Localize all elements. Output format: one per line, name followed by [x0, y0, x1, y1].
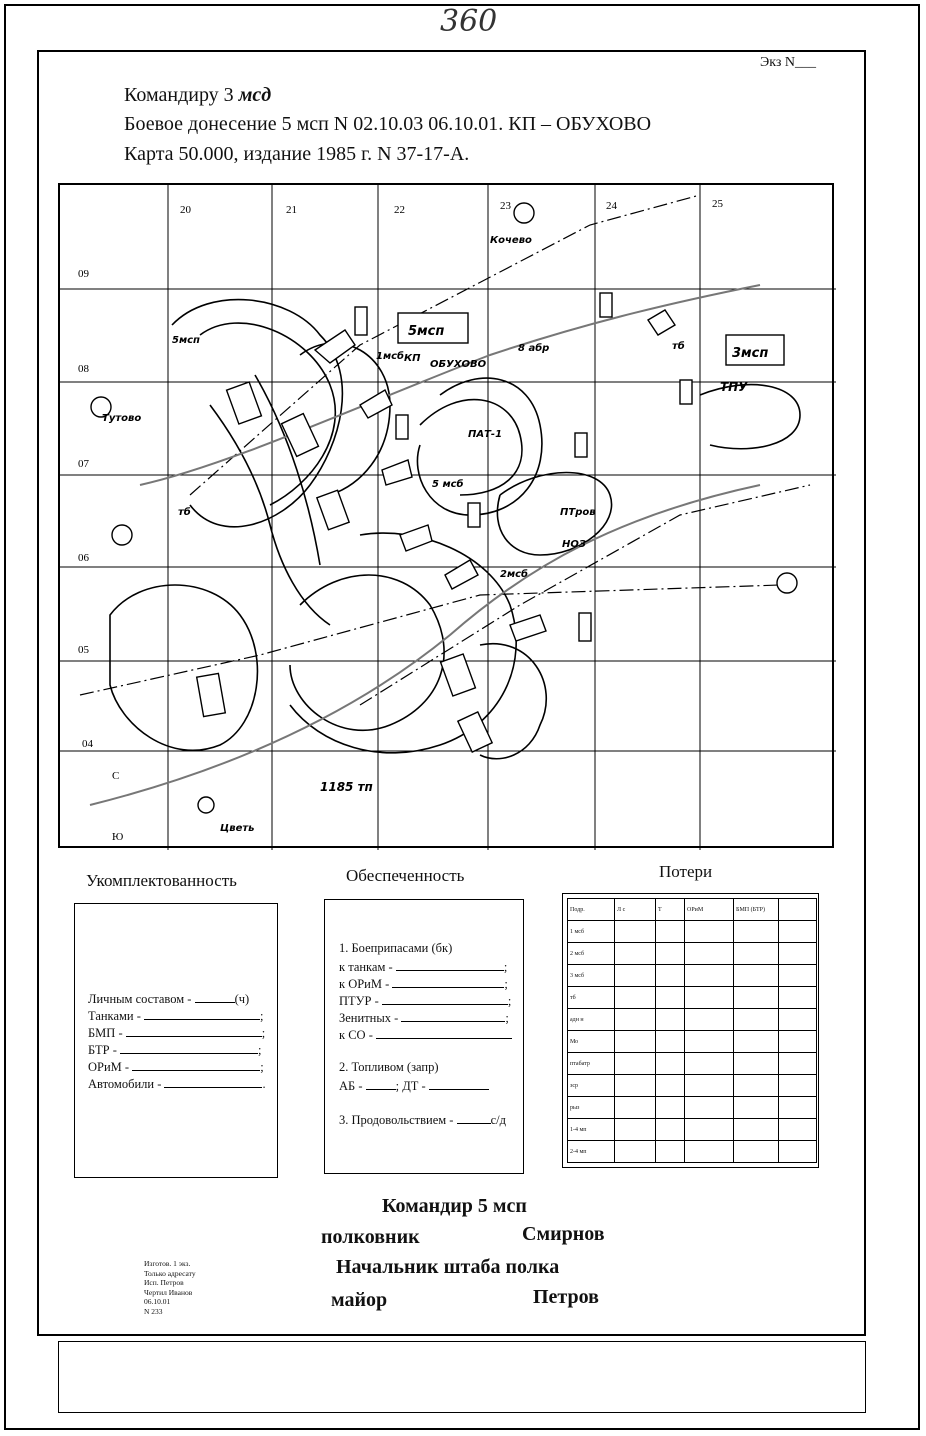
label-msb5: 5 мсб: [432, 479, 464, 490]
supply-box: [324, 899, 524, 1174]
losses-header-cell: БМП (БТР): [734, 899, 779, 921]
supply-ammo-so: к СО -: [339, 1027, 512, 1043]
supply-ammo-ptur: ПТУР - ;: [339, 994, 512, 1008]
page-number: 360: [440, 4, 498, 39]
staffing-row-btr: БТР - ;: [88, 1043, 262, 1057]
table-row: [568, 1053, 817, 1075]
col-label: 22: [394, 204, 405, 216]
header-unit: мсд: [238, 84, 272, 106]
staffing-box: [74, 903, 278, 1178]
table-row: [568, 987, 817, 1009]
table-row: [568, 943, 817, 965]
label-adn: 8 абр: [518, 343, 550, 354]
label-3msp-box: 3мсп: [732, 346, 769, 361]
losses-title: Потери: [659, 862, 713, 881]
grid-labels: [78, 198, 724, 843]
label-height: 1185 тп: [320, 780, 373, 794]
label-tb2: тб: [672, 341, 685, 352]
commander-rank: полковник: [321, 1226, 420, 1248]
label-tutovo: Тутово: [102, 413, 142, 424]
supply-ammo-heading: 1. Боеприпасами (бк): [339, 941, 453, 955]
map-grid: [60, 185, 836, 850]
supply-food-row: 3. Продовольствием - с/д: [339, 1113, 506, 1127]
losses-unit-cell: птабатр: [568, 1053, 615, 1075]
col-label: 25: [712, 198, 723, 210]
losses-unit-cell: 1 мсб: [568, 921, 615, 943]
staffing-row-tanks: Танками - ;: [88, 1009, 264, 1023]
col-label: 21: [286, 204, 297, 216]
chief-of-staff-title: Начальник штаба полка: [336, 1256, 560, 1278]
footnote-line: Изготов. 1 экз.: [144, 1259, 191, 1268]
table-row: [568, 1119, 817, 1141]
losses-header-cell: Т: [656, 899, 685, 921]
footnote-line: 06.10.01: [144, 1297, 171, 1306]
south-label: Ю: [112, 831, 124, 843]
supply-title: Обеспеченность: [346, 866, 465, 885]
chief-of-staff-name: Петров: [533, 1286, 599, 1308]
losses-unit-cell: 2 мсб: [568, 943, 615, 965]
table-row: [568, 921, 817, 943]
table-row: [568, 1141, 817, 1163]
losses-unit-cell: зср: [568, 1075, 615, 1097]
footnote-line: Только адресату: [144, 1268, 196, 1278]
label-tpu: ТПУ: [720, 380, 748, 394]
footnote-line: Чертил Иванов: [144, 1287, 193, 1297]
commander-name: Смирнов: [522, 1223, 605, 1245]
losses-header-cell: Л с: [615, 899, 656, 921]
supply-fuel-heading: 2. Топливом (запр): [339, 1060, 439, 1074]
losses-header-cell: ОРиМ: [685, 899, 734, 921]
losses-header-cell: [779, 899, 817, 921]
staffing-row-personnel: Личным составом - (ч): [88, 992, 250, 1006]
col-label: 20: [180, 204, 191, 216]
row-label: 08: [78, 363, 89, 375]
table-row: [568, 965, 817, 987]
losses-header-row: [568, 899, 817, 921]
map-drawing: [60, 185, 836, 850]
table-row: [568, 1097, 817, 1119]
staffing-row-orim: ОРиМ - ;: [88, 1060, 264, 1074]
row-label: 09: [78, 268, 89, 280]
losses-unit-cell: 2-4 мп: [568, 1141, 615, 1163]
header-line1: Командиру 3 мсд: [124, 84, 272, 106]
losses-unit-cell: 1-4 мп: [568, 1119, 615, 1141]
road-lines: [90, 285, 760, 805]
losses-unit-cell: адн н: [568, 1009, 615, 1031]
label-5msp-box: 5мсп: [408, 324, 445, 339]
losses-unit-cell: тб: [568, 987, 615, 1009]
losses-unit-cell: рыз: [568, 1097, 615, 1119]
losses-table: [567, 898, 817, 1163]
supply-ammo-tanks: к танкам - ;: [339, 960, 508, 974]
row-label: 04: [82, 738, 93, 750]
staffing-title: Укомплектованность: [86, 871, 237, 890]
label-pat: ПАТ-1: [468, 429, 503, 440]
col-label: 23: [500, 200, 511, 212]
header-line3: Карта 50.000, издание 1985 г. N 37-17-А.: [124, 143, 470, 165]
label-5msp: 5мсп: [172, 335, 200, 346]
label-nos: НОЗ: [562, 539, 586, 550]
bottom-empty-box: [58, 1341, 866, 1413]
header-line2: Боевое донесение 5 мсп N 02.10.03 06.10.01. КП – ОБУХОВО: [124, 113, 652, 135]
footnote: [144, 1259, 196, 1316]
label-tb1: тб: [178, 507, 191, 518]
supply-ammo-orim: к ОРиМ - ;: [339, 977, 508, 991]
losses-unit-cell: 3 мсб: [568, 965, 615, 987]
label-obukhovo: ОБУХОВО: [430, 359, 487, 370]
commander-title: Командир 5 мсп: [382, 1195, 527, 1217]
table-row: [568, 1075, 817, 1097]
col-label: 24: [606, 200, 617, 212]
label-kp: КП: [404, 353, 421, 364]
staffing-row-bmp: БМП - ;: [88, 1026, 266, 1040]
label-kochevo: Кочево: [490, 235, 532, 246]
label-tsvet: Цветь: [220, 823, 255, 834]
copy-label: Экз N___: [760, 55, 816, 70]
supply-ammo-aa: Зенитных - ;: [339, 1011, 509, 1025]
staffing-row-vehicles: Автомобили - .: [88, 1077, 266, 1091]
losses-header-cell: Подр.: [568, 899, 615, 921]
row-label: 07: [78, 458, 89, 470]
chief-of-staff-rank: майор: [331, 1289, 388, 1311]
situation-map: [58, 183, 834, 848]
row-label: 05: [78, 644, 89, 656]
table-row: [568, 1031, 817, 1053]
supply-fuel-row: АБ - ; ДТ -: [339, 1078, 489, 1094]
label-msb1: 1мсб: [376, 351, 405, 362]
footnote-line: Исп. Петров: [144, 1278, 184, 1287]
north-label: С: [112, 770, 120, 782]
losses-unit-cell: Мо: [568, 1031, 615, 1053]
label-ptr: ПТров: [560, 507, 596, 518]
label-msb2: 2мсб: [500, 569, 529, 580]
footnote-line: N 233: [144, 1306, 163, 1316]
row-label: 06: [78, 552, 89, 564]
table-row: [568, 1009, 817, 1031]
